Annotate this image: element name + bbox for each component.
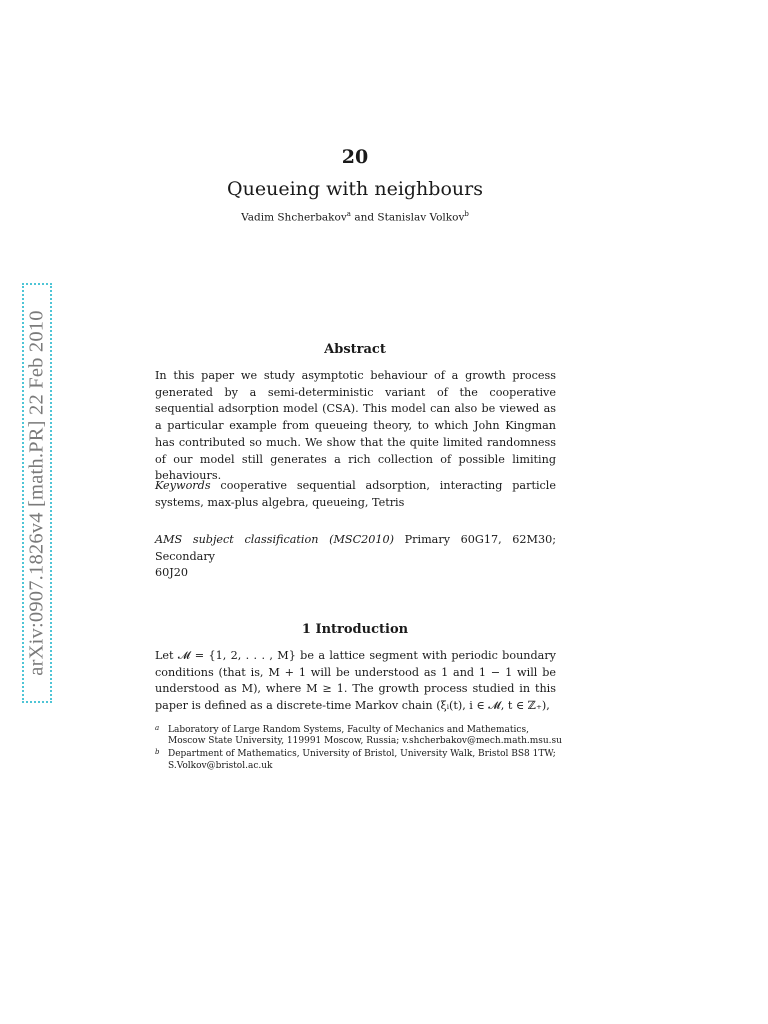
- author-name-2: Stanislav Volkov: [377, 211, 465, 224]
- author-name-1: Vadim Shcherbakov: [241, 211, 347, 224]
- msc-paragraph: [155, 532, 556, 565]
- msc-block: [155, 532, 556, 582]
- msc-text: Primary 60G17, 62M30; Secondary: [155, 533, 556, 563]
- author-conjunction: and: [354, 211, 375, 224]
- introduction-heading: 1 Introduction: [301, 622, 409, 637]
- footnote-mark: b: [155, 748, 160, 757]
- abstract-paragraph: In this paper we study asymptotic behaviour of a growth process generated by a semi-deterministic variant of the cooperative sequential adsorption model (CSA). This model can also be viewed as a particular example from queueing theory, to which John Kingman has contributed so much. We show that the quite limited randomness of our model still generates a rich collection of possible limiting behaviours.: [155, 369, 556, 483]
- introduction-text: [155, 648, 556, 715]
- chapter-title: Queueing with neighbours: [227, 178, 483, 200]
- author-mark-1: a: [346, 210, 351, 218]
- footnote-a: [155, 725, 565, 747]
- footnote-mark: a: [155, 724, 160, 732]
- introduction-paragraph: Let 𝓜 = {1, 2, . . . , M} be a lattice segment with periodic boundary conditions (that is, M + 1 will be understood as 1 and 1 − 1 will be understood as M), where M ≥ 1. The growth process studied in this paper is defined as a discrete-time Markov chain (ξᵢ(t), i ∈ 𝓜, t ∈ ℤ₊),: [155, 649, 556, 713]
- keywords-block: [155, 478, 556, 511]
- keywords-text: cooperative sequential adsorption, interacting particle systems, max-plus algebra, queueing, Tetris: [155, 479, 556, 509]
- abstract-heading: Abstract: [324, 342, 386, 357]
- author-mark-2: b: [464, 210, 469, 218]
- footnote-b: [155, 749, 565, 771]
- chapter-number: 20: [341, 146, 369, 168]
- footnote-text: Laboratory of Large Random Systems, Faculty of Mechanics and Mathematics, Moscow State University, 119991 Moscow, Russia; v.shcherbakov@mech.math.msu.su: [168, 725, 562, 747]
- footnotes: [155, 725, 565, 774]
- footnote-text: Department of Mathematics, University of Bristol, University Walk, Bristol BS8 1TW; S.Volkov@bristol.ac.uk: [168, 749, 556, 771]
- msc-label: AMS subject classification (MSC2010): [155, 533, 394, 546]
- abstract-text: [155, 368, 556, 485]
- msc-text-2: 60J20: [155, 566, 188, 580]
- arxiv-stamp-text: arXiv:0907.1826v4 [math.PR] 22 Feb 2010: [25, 310, 48, 676]
- keywords-label: Keywords: [155, 479, 211, 492]
- author-line: [0, 210, 710, 224]
- keywords-paragraph: [155, 478, 556, 511]
